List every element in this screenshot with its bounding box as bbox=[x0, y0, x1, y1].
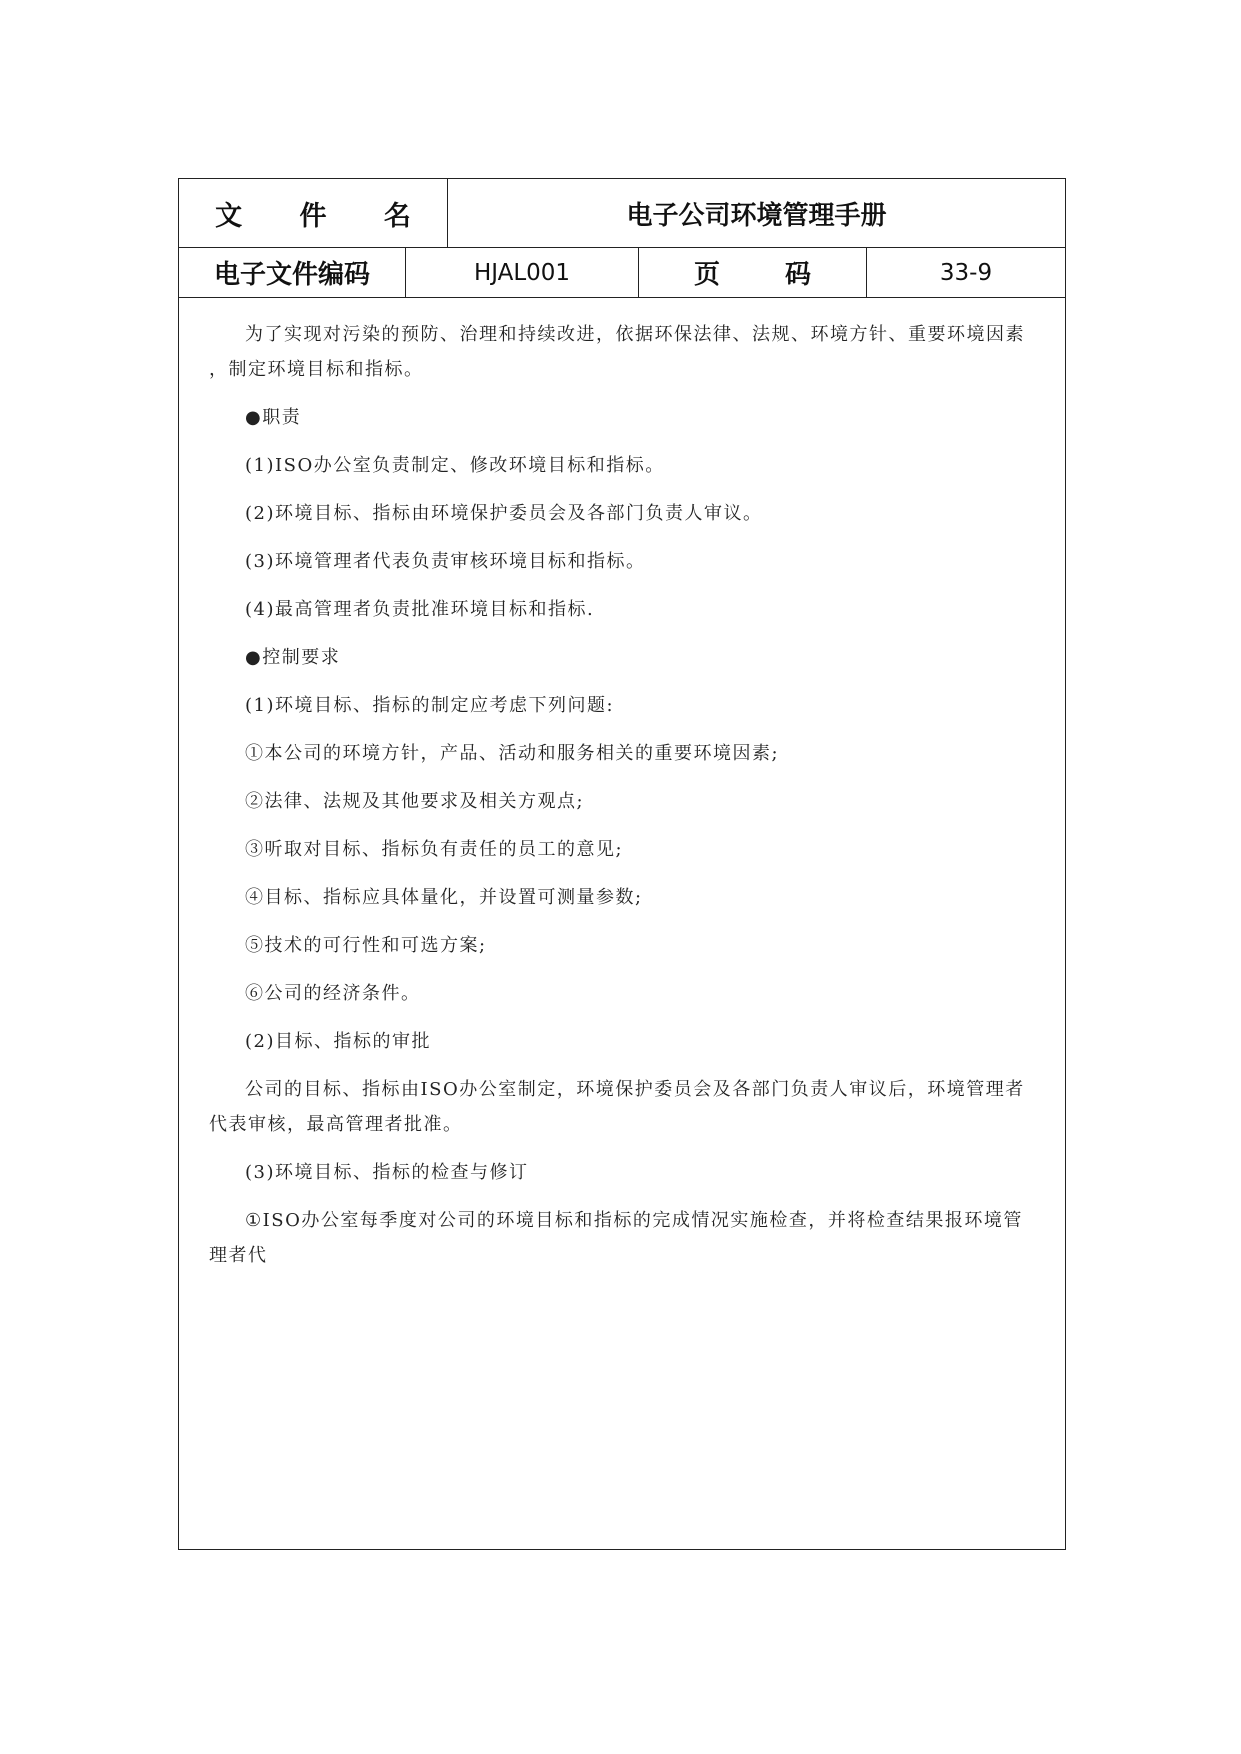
control-item: ①本公司的环境方针，产品、活动和服务相关的重要环境因素; bbox=[245, 743, 780, 764]
check-paragraph: ①ISO办公室每季度对公司的环境目标和指标的完成情况实施检查，并将检查结果报环境管理者代 bbox=[209, 1210, 1023, 1266]
responsibility-item: (4)最高管理者负责批准环境目标和指标. bbox=[245, 599, 595, 620]
file-name-label: 文 件 名 bbox=[179, 179, 448, 247]
document-title: 电子公司环境管理手册 bbox=[626, 200, 887, 231]
responsibility-item: (3)环境管理者代表负责审核环境目标和指标。 bbox=[245, 551, 646, 572]
control-item: ②法律、法规及其他要求及相关方观点; bbox=[245, 791, 585, 812]
control-heading: ●控制要求 bbox=[245, 647, 341, 668]
document-frame bbox=[178, 178, 1066, 1550]
control-item: ④目标、指标应具体量化，并设置可测量参数; bbox=[245, 887, 643, 908]
control-item: ⑥公司的经济条件。 bbox=[245, 983, 421, 1004]
control-subheading: (3)环境目标、指标的检查与修订 bbox=[245, 1162, 529, 1183]
responsibility-heading: ●职责 bbox=[245, 407, 302, 428]
header-row-title bbox=[179, 179, 1065, 248]
control-subheading: (1)环境目标、指标的制定应考虑下列问题: bbox=[245, 695, 615, 716]
control-subheading: (2)目标、指标的审批 bbox=[245, 1031, 431, 1052]
header-row-code bbox=[179, 248, 1065, 298]
approval-paragraph: 公司的目标、指标由ISO办公室制定，环境保护委员会及各部门负责人审议后，环境管理者 代表审核，最高管理者批准。 bbox=[209, 1079, 1025, 1135]
intro-paragraph: 为了实现对污染的预防、治理和持续改进，依据环保法律、法规、环境方针、重要环境因素 ，制定环境目标和指标。 bbox=[209, 324, 1025, 380]
control-item: ③听取对目标、指标负有责任的员工的意见; bbox=[245, 839, 624, 860]
code-value: HJAL001 bbox=[406, 248, 639, 297]
page-value: 33-9 bbox=[939, 259, 993, 286]
responsibility-item: (2)环境目标、指标由环境保护委员会及各部门负责人审议。 bbox=[245, 503, 763, 524]
responsibility-item: (1)ISO办公室负责制定、修改环境目标和指标。 bbox=[245, 455, 665, 476]
page-label: 页 码 bbox=[639, 248, 867, 297]
code-label: 电子文件编码 bbox=[179, 248, 406, 297]
document-body bbox=[209, 317, 1035, 1273]
control-item: ⑤技术的可行性和可选方案; bbox=[245, 935, 487, 956]
